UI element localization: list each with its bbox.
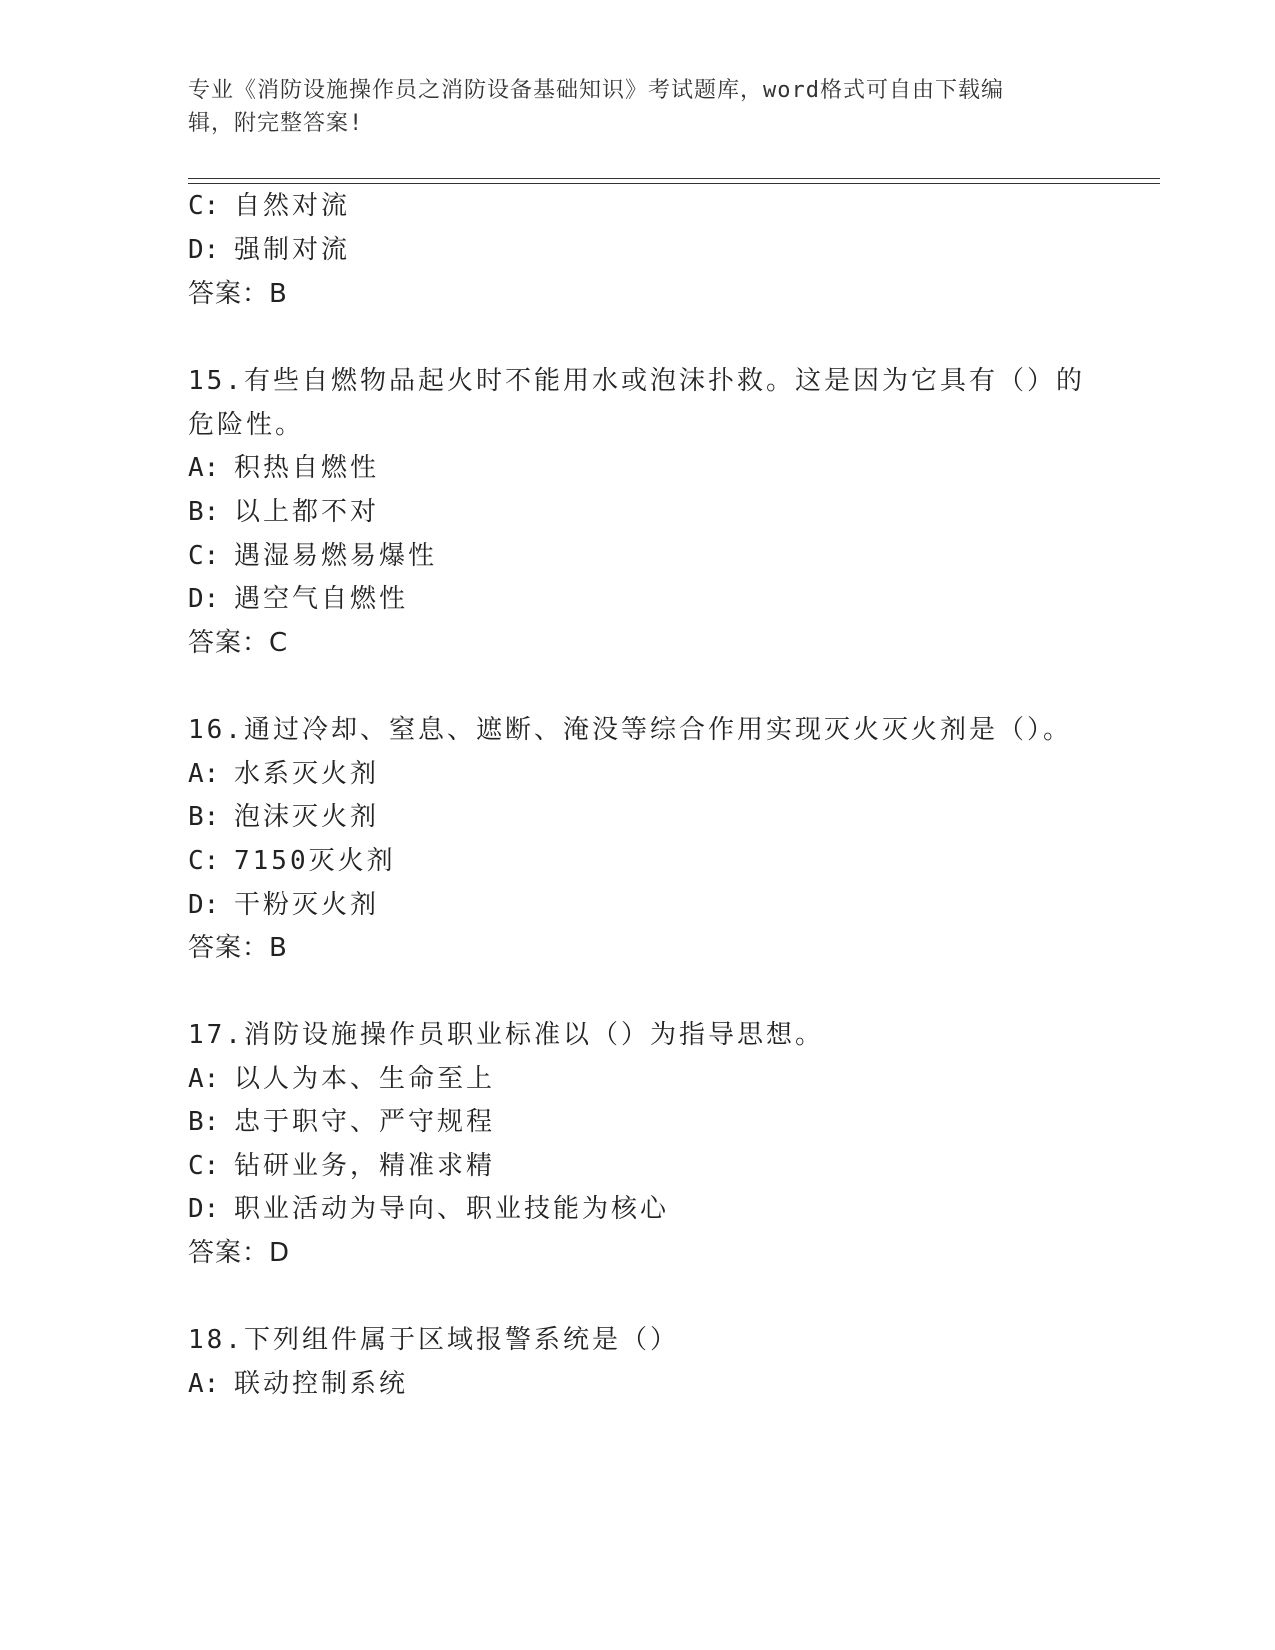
option-row [188,541,437,571]
option-row [188,584,408,614]
option-row [188,1107,495,1137]
question-stem: 15.有些自燃物品起火时不能用水或泡沫扑救。这是因为它具有（）的 [188,366,1085,396]
option-letter: A: [188,453,220,483]
option-row [188,802,379,832]
option-text: 钻研业务，精准求精 [234,1151,496,1181]
option-letter: B: [188,497,220,527]
option-row [188,1369,408,1399]
option-text: 遇湿易燃易爆性 [234,541,438,571]
question-stem: 16.通过冷却、窒息、遮断、淹没等综合作用实现灭火灭火剂是（）。 [188,715,1072,745]
option-letter: B: [188,1107,220,1137]
answer-line: 答案：D [188,1238,291,1268]
option-text: 联动控制系统 [234,1369,409,1399]
option-row [188,1064,495,1094]
option-text: 遇空气自燃性 [234,584,409,614]
option-text: 干粉灭火剂 [234,890,380,920]
header-line-2: 辑，附完整答案! [188,111,364,136]
option-letter: D: [188,584,220,614]
option-text: 职业活动为导向、职业技能为核心 [234,1194,670,1224]
header-rule-top [188,178,1160,179]
option-text: 水系灭火剂 [234,759,380,789]
option-text: 自然对流 [234,191,351,221]
option-text: 7150灭火剂 [234,846,396,876]
option-row [188,235,350,265]
question-stem: 17.消防设施操作员职业标准以（）为指导思想。 [188,1020,824,1050]
option-letter: D: [188,890,220,920]
header-rule-bottom [188,183,1160,184]
option-letter: A: [188,1064,220,1094]
option-row [188,759,379,789]
header-line-1: 专业《消防设施操作员之消防设备基础知识》考试题库，word格式可自由下载编 [188,78,1004,103]
answer-line: 答案：B [188,933,288,963]
option-text: 以人为本、生命至上 [234,1064,496,1094]
question-stem-continued: 危险性。 [188,410,305,440]
option-row [188,191,350,221]
option-text: 积热自燃性 [234,453,380,483]
option-letter: C: [188,541,220,571]
option-row [188,890,379,920]
option-text: 以上都不对 [234,497,380,527]
answer-line: 答案：B [188,279,288,309]
option-row [188,497,379,527]
question-stem: 18.下列组件属于区域报警系统是（） [188,1325,679,1355]
option-letter: C: [188,191,220,221]
option-row [188,1151,495,1181]
option-row [188,1194,669,1224]
option-row [188,846,396,876]
option-letter: D: [188,235,220,265]
option-letter: C: [188,846,220,876]
option-text: 泡沫灭火剂 [234,802,380,832]
option-letter: B: [188,802,220,832]
option-row [188,453,379,483]
option-letter: D: [188,1194,220,1224]
answer-line: 答案：C [188,628,289,658]
option-text: 忠于职守、严守规程 [234,1107,496,1137]
document-header [188,74,1088,140]
option-text: 强制对流 [234,235,351,265]
option-letter: A: [188,759,220,789]
option-letter: A: [188,1369,220,1399]
option-letter: C: [188,1151,220,1181]
